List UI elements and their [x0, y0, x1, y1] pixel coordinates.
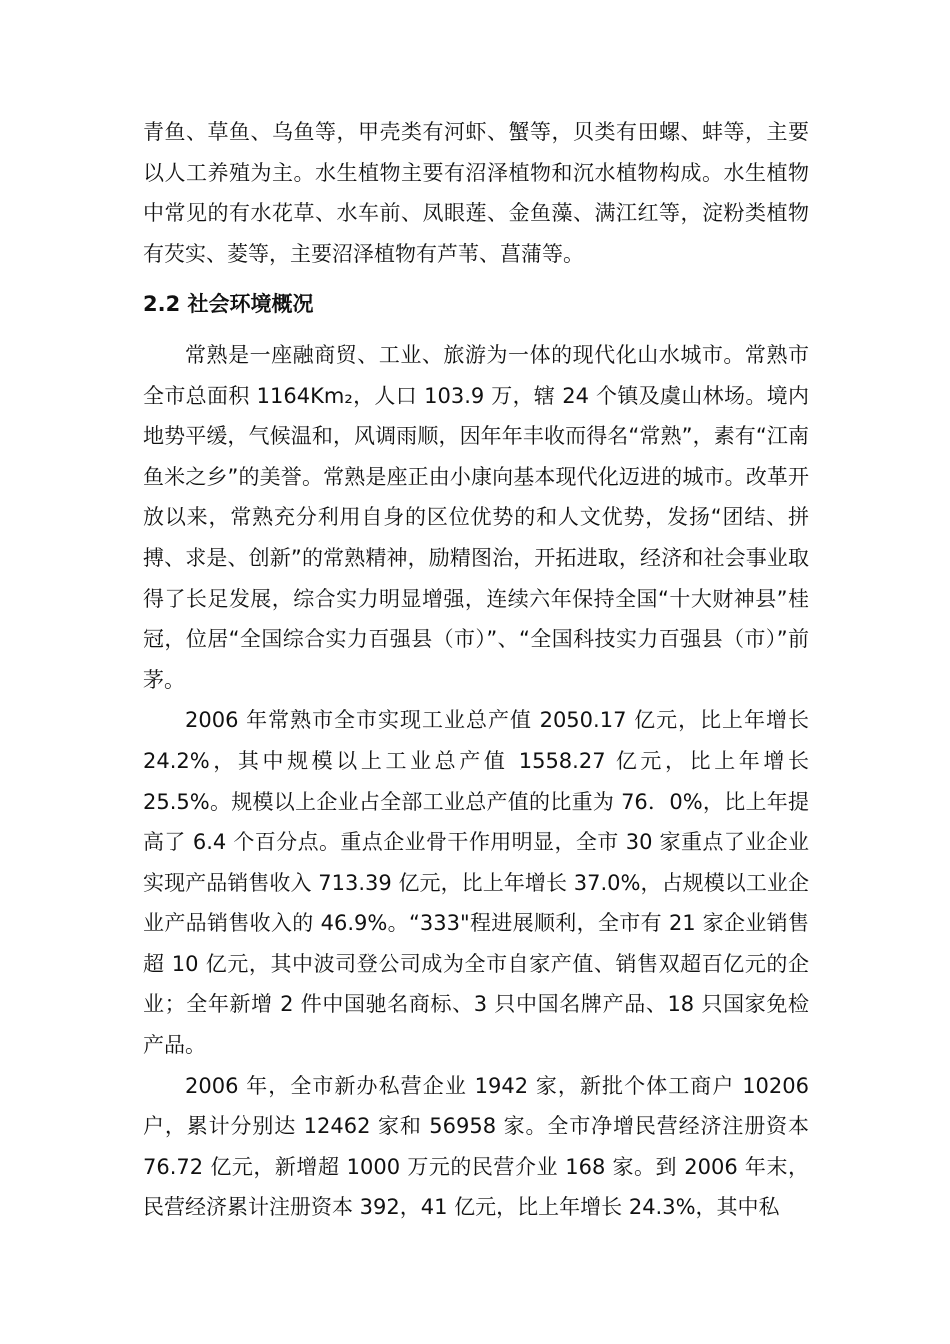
paragraph-aquatic-life: 青鱼、草鱼、乌鱼等，甲壳类有河虾、蟹等，贝类有田螺、蚌等，主要以人工养殖为主。水生植物主要有沼泽植物和沉水植物构成。水生植物中常见的有水花草、水车前、凤眼莲、金鱼藻、满江红等，淀粉类植物有芡实、菱等，主要沼泽植物有芦苇、菖蒲等。: [143, 120, 809, 266]
section-heading: 2.2 社会环境概况: [143, 292, 314, 317]
paragraph-industry-2006: 2006 年常熟市全市实现工业总产值 2050.17 亿元，比上年增长 24.2%，其中规模以上工业总产值 1558.27 亿元，比上年增长 25.5%。规模以上企业占全部工业总产值的比重为 76．0%，比上年提高了 6.4 个百分点。重点企业骨干作用明显，全市 30 家重点了业企业实现产品销售收入 713.39 亿元，比上年增长 37.0%，占规模以工业企业产品销售收入的 46.9%。“333"程进展顺利，全市有 21 家企业销售超 10 亿元，其中波司登公司成为全市自家产值、销售双超百亿元的企业；全年新增 2 件中国驰名商标、3 只中国名牌产品、18 只国家免检产品。: [143, 708, 809, 1058]
document-page: [143, 112, 809, 1228]
paragraph-private-enterprise: 2006 年，全市新办私营企业 1942 家，新批个体工商户 10206 户，累计分别达 12462 家和 56958 家。全市净增民营经济注册资本 76.72 亿元，新增超 1000 万元的民营介业 168 家。到 2006 年末，民营经济累计注册资本 392，41 亿元，比上年增长 24.3%，其中私: [143, 1073, 809, 1220]
paragraph-city-overview: 常熟是一座融商贸、工业、旅游为一体的现代化山水城市。常熟市全市总面积 1164Km₂，人口 103.9 万，辖 24 个镇及虞山林场。境内地势平缓，气候温和，风调雨顺，因年年丰收而得名“常熟”，素有“江南鱼米之乡”的美誉。常熟是座正由小康向基本现代化迈进的城市。改革开放以来，常熟充分利用自身的区位优势的和人文优势，发扬“团结、拼搏、求是、创新”的常熟精神，励精图治，开拓进取，经济和社会事业取得了长足发展，综合实力明显增强，连续六年保持全国“十大财神县”桂冠，位居“全国综合实力百强县（市）”、“全国科技实力百强县（市）”前茅。: [143, 342, 809, 692]
